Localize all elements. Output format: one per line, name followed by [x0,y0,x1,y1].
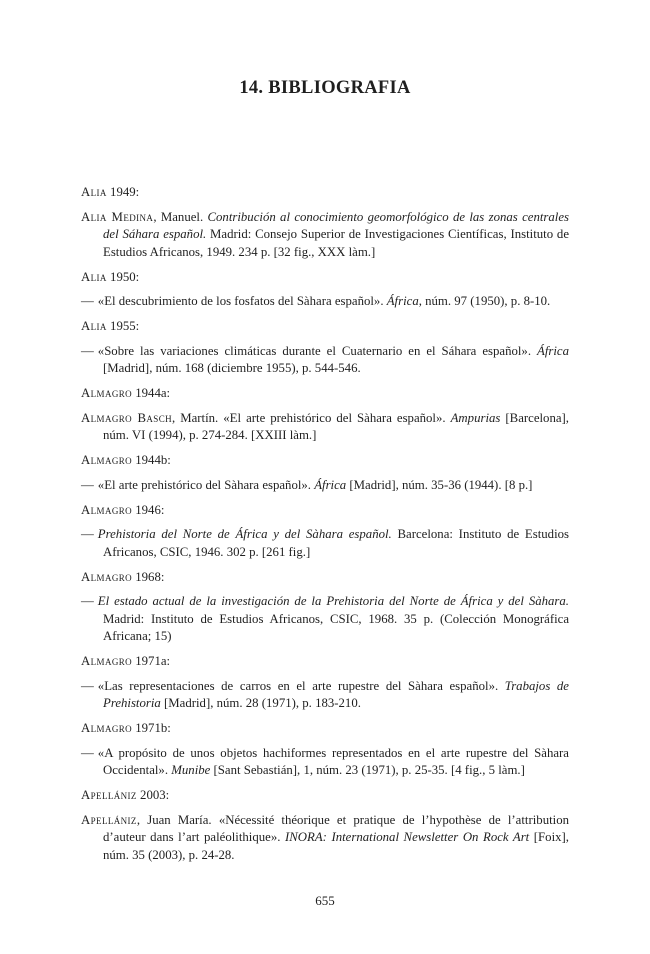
bib-entry-title: África [537,343,569,358]
bib-entry-name: , Juan María. [136,812,219,827]
bib-key-year: 1950: [106,269,140,284]
bib-key [81,269,569,287]
bib-entry-details: Madrid: Consejo Superior de Investigaciones Científicas, Instituto de Estudios Africanos, 1949. 234 p. [32 fig., XXX làm.] [103,227,569,259]
ditto-dash: — [81,678,94,693]
bib-entry-article: «Las representaciones de carros en el arte rupestre del Sàhara español». [97,678,505,693]
bib-entry-name: , Manuel. [153,209,208,224]
bib-key-author: Almagro [81,502,133,517]
bib-entry-details: [Barcelona], núm. VI (1994), p. 274-284. [XXIII làm.] [103,410,569,442]
bib-entry-author: Alia Medina [81,209,154,224]
bib-entry-name: , Martín. [172,410,224,425]
bib-key-year: 2003: [136,788,170,802]
bib-entry-details: [Madrid], núm. 168 (diciembre 1955), p. 544-546. [103,361,361,375]
ditto-dash: — [81,745,94,760]
bib-entry-title: Prehistoria del Norte de África y del Sàhara español. [97,527,392,541]
bib-entry-details: [Madrid], núm. 35-36 (1944). [8 p.] [346,477,533,492]
bibliography-list [81,184,569,872]
bib-entry-details: [Madrid], núm. 28 (1971), p. 183-210. [160,696,361,710]
bib-entry-author: Almagro Basch [81,410,173,425]
bib-entry-title: Ampurias [450,410,501,425]
bib-key-author: Almagro [81,569,133,584]
bib-entry-article: «Sobre las variaciones climáticas durante el Cuaternario en el Sáhara español». [97,343,537,358]
bib-entry-details: Madrid: Instituto de Estudios Africanos, CSIC, 1968. 35 p. (Colección Monográfica Africana; 15) [103,611,569,643]
bib-entry [81,293,569,311]
bib-entry-article: «El arte prehistórico del Sàhara español». [97,477,315,492]
bib-entry-title: Contribución al conocimiento geomorfológico de las zonas centrales del Sáhara español. [103,209,569,241]
bib-key-author: Almagro [81,654,133,668]
bib-entry-title: Trabajos de Prehistoria [103,678,569,710]
bib-entry-article: «A propósito de unos objetos hachiformes representados en el arte rupestre del Sàhara Occidental». [97,745,569,777]
bib-key-author: Alia [81,319,107,333]
bib-key-year: 1971a: [132,654,171,668]
bib-key-year: 1949: [106,185,140,199]
bib-entry-article: «El descubrimiento de los fosfatos del Sàhara español». [97,294,387,308]
bib-key [81,787,569,805]
page-number: 655 [315,893,335,908]
bib-entry-author: Apellániz [81,812,137,827]
bib-entry-title: África [386,294,419,308]
bib-key-author: Almagro [81,721,133,735]
bib-key [81,385,569,403]
bib-entry-details: Barcelona: Instituto de Estudios Africanos, CSIC, 1946. 302 p. [261 fig.] [103,527,570,559]
bib-key-year: 1968: [132,569,165,584]
bib-key-year: 1946: [132,502,165,517]
bib-entry [81,410,569,445]
ditto-dash: — [81,343,94,358]
bib-entry-details: [Foix], núm. 35 (2003), p. 24-28. [103,830,569,862]
ditto-dash: — [81,477,94,492]
bib-entry-title: El estado actual de la investigación de la Prehistoria del Norte de África y del Sàhara. [97,594,569,608]
bib-entry [81,209,569,262]
bib-key-author: Alia [81,185,107,199]
bib-key [81,653,569,671]
bib-entry-title: Munibe [171,763,211,777]
bib-entry-details: [Sant Sebastián], 1, núm. 23 (1971), p. 25-35. [4 fig., 5 làm.] [210,763,525,777]
bib-key [81,318,569,336]
bib-entry [81,526,569,561]
bib-key-author: Almagro [81,386,133,400]
bib-entry [81,593,569,646]
ditto-dash: — [81,294,94,308]
bib-key [81,502,569,520]
ditto-dash: — [81,527,94,541]
bib-key-author: Alia [81,269,107,284]
bib-key-author: Almagro [81,453,133,467]
bib-entry-details: , núm. 97 (1950), p. 8-10. [418,294,551,308]
bib-key-year: 1944b: [132,453,171,467]
bib-entry-article: «Nécessité théorique et pratique de l’hypothèse de l’attribution d’auteur dans l’art paléolithique». [103,812,569,844]
bib-entry-title: África [314,477,347,492]
bib-entry [81,477,569,495]
bib-entry [81,678,569,713]
bib-key [81,184,569,202]
bib-key [81,569,569,587]
ditto-dash: — [81,594,94,608]
page-title: 14. BIBLIOGRAFIA [239,78,411,98]
bib-key-year: 1944a: [132,386,171,400]
bib-entry [81,343,569,378]
bib-key [81,452,569,470]
bib-entry [81,745,569,780]
bib-key-year: 1971b: [132,721,171,735]
bib-entry-title: INORA: International Newsletter On Rock Art [284,830,530,844]
bib-key-author: Apellániz [81,788,137,802]
bib-key [81,720,569,738]
bib-entry-article: «El arte prehistórico del Sàhara español». [223,410,451,425]
bib-key-year: 1955: [106,319,140,333]
bib-entry [81,812,569,865]
